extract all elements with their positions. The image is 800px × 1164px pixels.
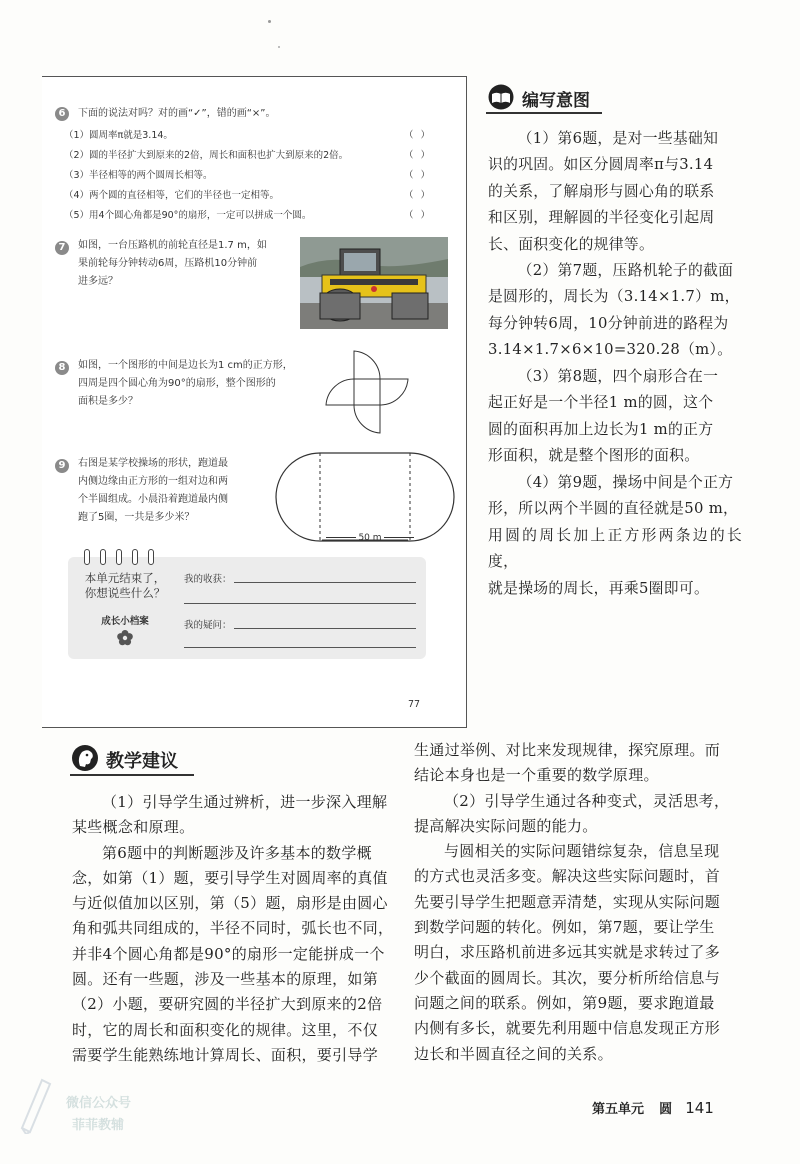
pencil-icon — [12, 1074, 56, 1134]
text-line: 圆。还有一些题，涉及一些基本的原理，如第 — [72, 970, 379, 989]
design-intent-para-4 — [488, 470, 742, 602]
judge-item-text: （4）两个圆的直径相等，它们的半径也一定相等。 — [64, 190, 280, 201]
text-line: 的方式也灵活多变。解决这些实际问题时，首 — [414, 867, 721, 886]
question-8-number: 8 — [55, 361, 69, 375]
gain-label: 我的收获： — [184, 574, 232, 585]
text-line: 用圆的周长加上正方形两条边的长度， — [488, 526, 742, 571]
text-line: （3）第8题，四个扇形合在一 — [517, 368, 719, 385]
text-line: （1）第6题，是对一些基础知 — [517, 130, 719, 147]
flower-icon — [116, 629, 134, 647]
text-line: 少个截面的圆周长。其次，要分析所给信息与 — [414, 968, 721, 987]
text-line: 面积是多少？ — [78, 396, 138, 407]
text-line: 长、面积变化的规律等。 — [488, 235, 655, 253]
text-line: 第6题中的判断题涉及许多基本的数学概 — [102, 843, 372, 862]
road-roller-photo — [300, 237, 448, 329]
text-line: 果前轮每分钟转动6周，压路机10分钟前 — [78, 258, 258, 269]
watermark-line-1: 微信公众号 — [66, 1096, 132, 1111]
judge-item-text: （5）用4个圆心角都是90°的扇形，一定可以拼成一个圆。 — [64, 210, 312, 221]
design-intent-title: 编写意图 — [522, 91, 590, 111]
text-line: 进多远？ — [78, 276, 118, 287]
text-line: 是圆形的，周长为（3.14×1.7）m， — [488, 288, 740, 306]
answer-paren[interactable]: （ ） — [404, 190, 433, 201]
design-intent-para-3 — [488, 364, 742, 470]
text-line: 时，它的周长和面积变化的规律。这里，不仅 — [72, 1020, 379, 1039]
text-line: 就是操场的周长，再乘5圈即可。 — [488, 579, 710, 597]
text-line: 内侧边缘由正方形的一组对边和两 — [78, 476, 228, 487]
text-line: 问题之间的联系。例如，第9题，要求跑道最 — [414, 993, 715, 1012]
doubt-line[interactable] — [184, 647, 416, 648]
page-number: 141 — [685, 1099, 714, 1117]
text-line: 结论本身也是一个重要的数学原理。 — [414, 766, 659, 785]
judge-item-text: （1）圆周率π就是3.14。 — [64, 130, 173, 141]
text-line: 每分钟转6周，10分钟前进的路程为 — [488, 314, 729, 332]
judge-item — [64, 207, 448, 223]
watermark-line-2: 菲菲教辅 — [72, 1118, 125, 1133]
doubt-line[interactable] — [234, 628, 416, 629]
judge-item-text: （2）圆的半径扩大到原来的2倍，周长和面积也扩大到原来的2倍。 — [64, 150, 349, 161]
text-line: 内侧有多长，就要先利用题中信息发现正方形 — [414, 1019, 721, 1038]
open-book-icon — [486, 84, 516, 110]
text-line: 先要引导学生把题意弄清楚，实现从实际问题 — [414, 892, 721, 911]
notebook-ring — [100, 549, 106, 565]
text-line: 识的巩固。如区分圆周率π与3.14 — [488, 156, 714, 174]
text-line: 跑了5圈，一共是多少米？ — [78, 512, 195, 523]
text-line: 起正好是一个半径1 m的圆，这个 — [488, 394, 714, 412]
text-line: （1）引导学生通过辨析，进一步深入理解 — [102, 793, 388, 811]
question-7-number: 7 — [55, 241, 69, 255]
text-line: 3.14×1.7×6×10=320.28（m）。 — [488, 341, 733, 359]
archive-question — [76, 571, 174, 601]
archive-label: 成长小档案 — [101, 616, 149, 627]
doubt-label: 我的疑问： — [184, 620, 232, 631]
notebook-ring — [148, 549, 154, 565]
text-line: 本单元结束了， — [84, 571, 166, 585]
judge-item — [64, 187, 448, 203]
text-line: 如图，一台压路机的前轮直径是1.7 m，如 — [78, 240, 267, 251]
question-7-text — [78, 237, 298, 291]
dimension-50m: 50 m — [358, 533, 382, 543]
question-8-text — [78, 357, 318, 411]
text-line: 的关系，了解扇形与圆心角的联系 — [488, 182, 715, 200]
text-line: 如图，一个图形的中间是边长为1 cm的正方形， — [78, 360, 293, 371]
notebook-ring — [116, 549, 122, 565]
text-line: 形面积，就是整个图形的面积。 — [488, 447, 700, 465]
text-line: 个半圆组成。小晨沿着跑道最内侧 — [78, 494, 228, 505]
text-line: （2）引导学生通过各种变式，灵活思考， — [444, 791, 730, 810]
text-line: 与近似值加以区别，第（5）题，扇形是由圆心 — [72, 894, 388, 913]
answer-paren[interactable]: （ ） — [404, 150, 433, 161]
scan-mark — [268, 20, 271, 23]
judge-item — [64, 167, 448, 183]
judge-item-text: （3）半径相等的两个圆周长相等。 — [64, 170, 213, 181]
answer-paren[interactable]: （ ） — [404, 210, 433, 221]
gain-line[interactable] — [234, 582, 416, 583]
teacher-head-icon — [70, 744, 100, 772]
text-line: 四周是四个圆心角为90°的扇形，整个图形的 — [78, 378, 276, 389]
scan-mark — [278, 46, 280, 48]
text-line: 边长和半圆直径之间的关系。 — [414, 1044, 613, 1063]
text-line: （2）小题，要研究圆的半径扩大到原来的2倍 — [72, 995, 383, 1014]
text-line: 角和弧共同组成的，半径不同时，弧长也不同， — [72, 919, 394, 938]
judge-item — [64, 147, 448, 163]
text-line: 圆的面积再加上边长为1 m的正方 — [488, 420, 714, 438]
question-6-prompt: 下面的说法对吗？对的画“✓”，错的画“×”。 — [78, 108, 276, 119]
question-9-text — [78, 455, 278, 527]
teaching-suggestions-right — [414, 738, 744, 1067]
teaching-suggestions-title: 教学建议 — [106, 751, 178, 772]
question-9-number: 9 — [55, 459, 69, 473]
teaching-suggestions-header — [70, 744, 194, 776]
gain-line[interactable] — [184, 603, 416, 604]
teaching-suggestions-left — [72, 790, 396, 1068]
text-line: 提高解决实际问题的能力。 — [414, 816, 598, 835]
design-intent-para-2 — [488, 258, 742, 364]
topic-label: 圆 — [659, 1102, 673, 1117]
notebook-ring — [84, 549, 90, 565]
growth-archive-card — [68, 557, 426, 659]
text-line: 并非4个圆心角都是90°的扇形一定能拼成一个 — [72, 944, 385, 963]
answer-paren[interactable]: （ ） — [404, 170, 433, 181]
text-line: 某些概念和原理。 — [72, 818, 195, 837]
text-line: 与圆相关的实际问题错综复杂，信息呈现 — [444, 842, 720, 861]
text-line: （2）第7题，压路机轮子的截面 — [517, 262, 734, 279]
design-intent-header — [486, 84, 602, 114]
text-line: 右图是某学校操场的形状，跑道最 — [78, 458, 228, 469]
design-intent-para-1 — [488, 126, 742, 258]
text-line: 和区别，理解圆的半径变化引起周 — [488, 209, 715, 227]
text-line: 你想说些什么？ — [84, 586, 166, 600]
text-line: 需要学生能熟练地计算周长、面积，要引导学 — [72, 1045, 379, 1064]
textbook-page — [42, 76, 467, 728]
text-line: 到数学问题的转化。例如，第7题，要让学生 — [414, 918, 715, 937]
pinwheel-figure — [318, 345, 418, 441]
textbook-page-number: 77 — [408, 699, 421, 710]
question-6-number: 6 — [55, 107, 69, 121]
unit-label: 第五单元 — [592, 1102, 645, 1117]
answer-paren[interactable]: （ ） — [404, 130, 433, 141]
text-line: 形，所以两个半圆的直径就是50 m， — [488, 500, 739, 518]
dimension-label — [308, 533, 432, 543]
text-line: 明白，求压路机前进多远其实就是求转过了多 — [414, 943, 721, 962]
text-line: 生通过举例、对比来发现规律，探究原理。而 — [414, 741, 721, 759]
notebook-ring — [132, 549, 138, 565]
watermark — [8, 1070, 158, 1150]
judge-item — [64, 127, 448, 143]
text-line: 念，如第（1）题，要引导学生对圆周率的真值 — [72, 868, 388, 887]
page-footer — [592, 1098, 714, 1117]
text-line: （4）第9题，操场中间是个正方 — [517, 474, 734, 491]
